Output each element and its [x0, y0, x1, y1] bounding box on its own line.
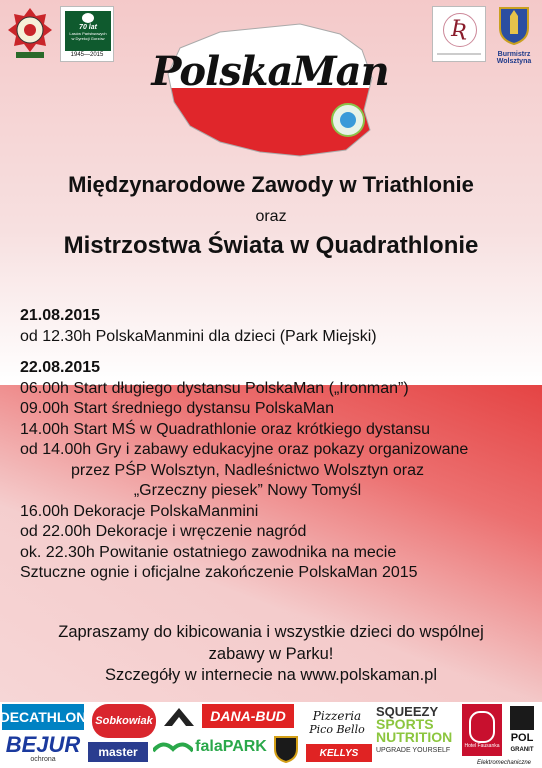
title-line1: Międzynarodowe Zawody w Triathlonie	[68, 172, 474, 197]
sponsor-falapark	[152, 732, 268, 762]
brand-logo-text: PolskaMan	[151, 48, 389, 95]
schedule-item: od 14.00h Gry i zabawy edukacyjne oraz pokazy organizowane	[20, 441, 469, 458]
sponsor-shield-logo	[272, 734, 300, 764]
hotel-label: Hotel Fausanka	[464, 743, 500, 749]
polgranit-line2: GRANIT	[510, 747, 534, 753]
burmistrz-line2: Wolsztyna	[496, 58, 532, 65]
picobello-label: Pico Bello	[309, 722, 365, 736]
sponsor-arrow-logo	[162, 706, 196, 728]
logo70-line4: 1945—2015	[70, 52, 104, 58]
dk-logo: Ʀ	[432, 6, 486, 62]
schedule-item: od 22.00h Dekoracje i wręczenie nagród	[20, 523, 307, 540]
polgranit-line1: POL	[510, 732, 534, 744]
sponsor-danabud: DANA-BUD	[202, 704, 294, 728]
website-link[interactable]: Szczegóły w internecie na www.polskaman.pl	[105, 666, 437, 684]
day2-date: 22.08.2015	[20, 359, 101, 376]
logo70-line2: Lasów Państwowych	[69, 31, 107, 36]
falapark-name: falaPARK	[195, 738, 267, 755]
fire-brigade-emblem	[6, 6, 54, 62]
schedule-item: Sztuczne ognie i oficjalne zakończenie PolskaMan 2015	[20, 564, 418, 581]
logo70-line1: 70 lat	[79, 24, 97, 31]
sponsor-polgranit	[504, 704, 540, 758]
sponsor-hotel	[462, 704, 502, 756]
schedule	[20, 306, 535, 584]
schedule-item-continued: „Grzeczny piesek” Nowy Tomyśl	[133, 482, 362, 499]
sponsor-pizzeria	[300, 704, 374, 740]
squeezy-line2: SPORTS	[376, 716, 434, 732]
sponsor-elektro: Elektromechaniczne	[476, 760, 532, 766]
schedule-item: 06.00h Start długiego dystansu PolskaMan („Ironman”)	[20, 379, 409, 397]
sponsor-sobkowiak: Sobkowiak	[92, 704, 156, 738]
sponsor-squeezy	[376, 704, 460, 758]
bejur-sub: ochrona	[30, 755, 56, 763]
day1-date: 21.08.2015	[20, 307, 101, 324]
schedule-item: 14.00h Start MŚ w Quadrathlonie oraz krótkiego dystansu	[20, 420, 430, 438]
squeezy-line1: SQUEEZY	[376, 704, 439, 719]
sponsor-bejur	[4, 732, 82, 764]
schedule-item-continued: przez PŚP Wolsztyn, Nadleśnictwo Wolsztyn oraz	[70, 461, 425, 479]
squeezy-line4: UPGRADE YOURSELF	[376, 747, 451, 754]
sponsor-master: master	[88, 742, 148, 762]
title-line3: Mistrzostwa Świata w Quadrathlonie	[63, 232, 479, 259]
schedule-item: od 12.30h PolskaManmini dla dzieci (Park Miejski)	[20, 327, 377, 345]
schedule-item: 16.00h Dekoracje PolskaManmini	[20, 502, 259, 520]
burmistrz-line1: Burmistrz	[497, 51, 531, 58]
sponsor-decathlon: DECATHLON	[2, 704, 84, 730]
pizzeria-label: Pizzeria	[312, 708, 362, 723]
logo70-line3: w Dyrekcji Gorzów	[71, 36, 105, 41]
sponsor-kellys: KELLYS	[306, 744, 372, 762]
title-line2: oraz	[255, 208, 287, 225]
invitation-line2: zabawy w Parku!	[208, 644, 334, 663]
squeezy-line3: NUTRITION	[376, 729, 453, 745]
sponsor-strip	[0, 702, 542, 768]
invitation-line1: Zapraszamy do kibicowania i wszystkie dzieci do wspólnej	[58, 623, 484, 641]
wolsztyn-coat-of-arms	[492, 6, 536, 65]
forest-70-years-logo	[60, 6, 114, 62]
schedule-item: 09.00h Start średniego dystansu PolskaMan	[20, 400, 334, 417]
bejur-name: BEJUR	[5, 731, 81, 757]
schedule-item: ok. 22.30h Powitanie ostatniego zawodnika na mecie	[20, 543, 397, 561]
invitation	[0, 622, 542, 687]
